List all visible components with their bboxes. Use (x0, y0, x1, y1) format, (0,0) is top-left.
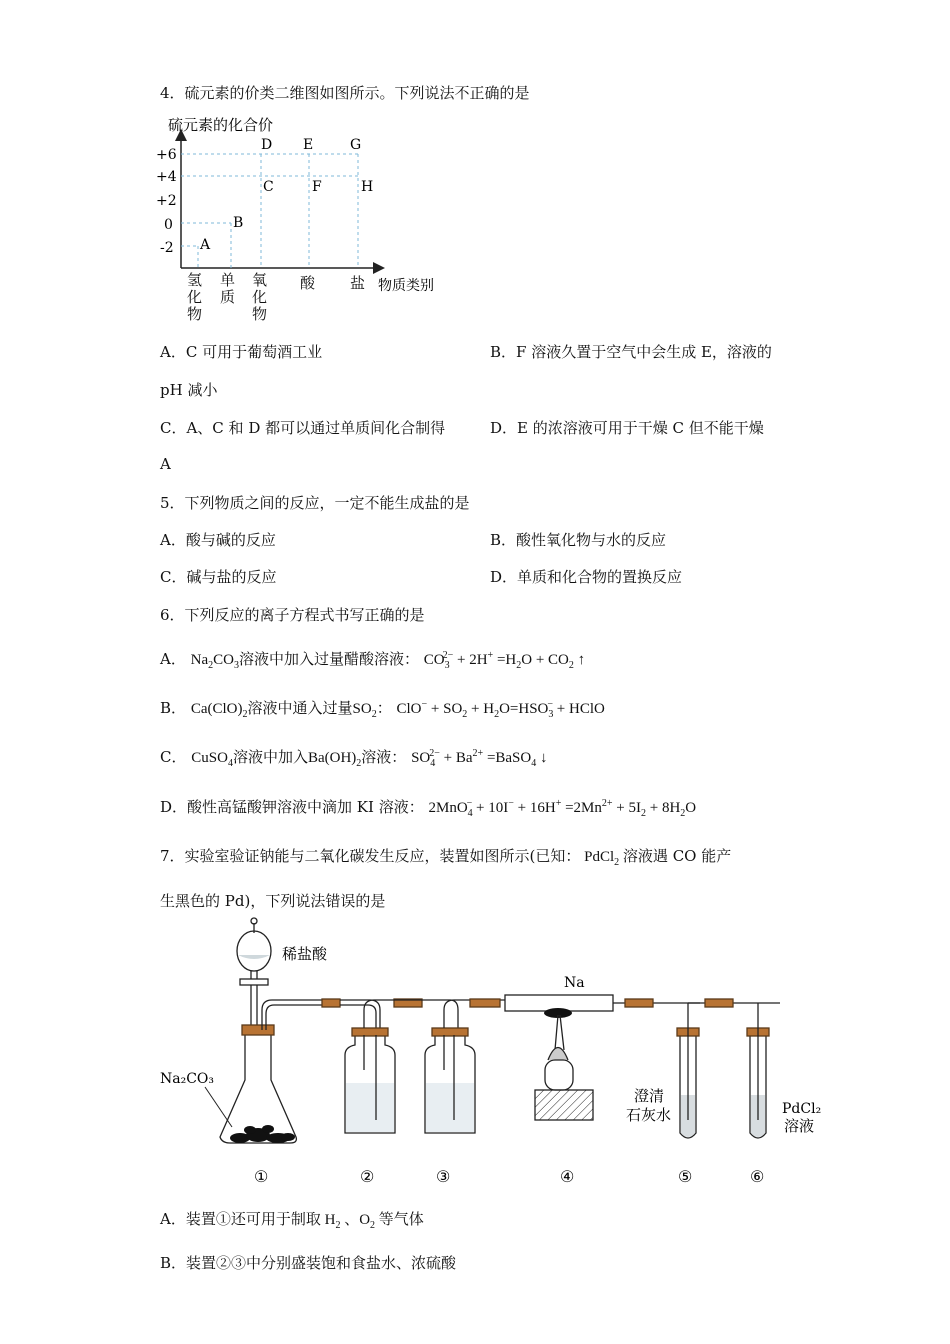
na2co3-solid (230, 1125, 295, 1143)
label-num-5: ⑤ (678, 1167, 693, 1186)
label-num-3: ③ (436, 1167, 451, 1186)
q4-option-c: C．A、C 和 D 都可以通过单质间化合制得 (160, 419, 446, 437)
q4-option-b: B．F 溶液久置于空气中会生成 E，溶液的 (490, 343, 772, 361)
q7-a-text: A．装置①还可用于制取 (160, 1210, 321, 1228)
q6-c-mid: 溶液中加入 (232, 748, 308, 766)
q4-option-b-cont: pH 减小 (160, 381, 218, 399)
connector-4 (625, 999, 653, 1007)
q6-stem: 6．下列反应的离子方程式书写正确的是 (160, 606, 425, 624)
combustion-tube (505, 995, 613, 1120)
label-pdcl2-solution: 溶液 (784, 1117, 815, 1135)
q4-option-a: A．C 可用于葡萄酒工业 (160, 343, 323, 361)
q7-stem-line2: 生黑色的 Pd)，下列说法错误的是 (160, 892, 386, 910)
q5-stem: 5．下列物质之间的反应，一定不能生成盐的是 (160, 494, 470, 512)
q6-c-mid2: 溶液： (361, 748, 407, 766)
q6-c-equation: $SO_4^{2-} + Ba^{2+}$ =BaSO$_4$ ↓ (411, 748, 548, 769)
point-H: H (361, 179, 374, 195)
label-acid: 稀盐酸 (282, 945, 328, 963)
label-num-6: ⑥ (750, 1167, 765, 1186)
q4-option-d: D．E 的浓溶液可用于干燥 C 但不能干燥 (490, 419, 764, 437)
wash-bottle-3 (425, 1028, 475, 1133)
xcat-hydride: 氢化物 (187, 271, 203, 323)
q7-option-b: B．装置②③中分别盛装饱和食盐水、浓硫酸 (160, 1254, 457, 1272)
xcat-element: 单质 (220, 271, 236, 306)
q7-stem-part2: 溶液遇 CO 能产 (622, 847, 732, 865)
q6-b-so2: $SO_2$： (352, 701, 392, 720)
q6-d-equation: $2MnO_4^- + 10I^- + 16H^+ =2Mn^{2+} + 5I_2 + 8H_2O$ (428, 798, 697, 819)
xcat-oxide: 氧化物 (252, 271, 268, 323)
q5-option-c: C．碱与盐的反应 (160, 568, 277, 586)
label-na: Na (564, 975, 585, 991)
label-num-2: ② (360, 1167, 375, 1186)
test-tube-5 (677, 1003, 699, 1138)
q6-option-b (160, 697, 605, 720)
chart-xlabel: 物质类别 (378, 278, 434, 294)
q7-a-gases: $H_2$ 、$O_2$ (320, 1212, 376, 1231)
q6-b-equation: $ClO^- + SO_2 + H_2O=HSO_3^-$ + HClO (396, 699, 605, 720)
point-E: E (303, 137, 314, 153)
ytick-m2: -2 (160, 240, 174, 256)
q6-b-formula: $Ca(ClO)_2$ (190, 701, 248, 720)
q7-pdcl2-formula: PdCl$_2$ (580, 849, 620, 868)
q4-stem: 4．硫元素的价类二维图如图所示。下列说法不正确的是 (160, 84, 530, 102)
point-B: B (233, 215, 244, 231)
ytick-p4: +4 (156, 169, 177, 185)
q6-option-d (160, 796, 696, 819)
q7-stem-line1 (160, 845, 731, 868)
chart-ylabel: 硫元素的化合价 (168, 116, 274, 134)
q6-a-equation: $CO_3^{2-} + 2H^+ =H_2O + CO_2$ ↑ (423, 650, 586, 671)
q6-c-baoh: $Ba(OH)_2$ (307, 750, 362, 769)
xcat-acid: 酸 (300, 274, 316, 292)
q6-c-prefix: C． (160, 748, 187, 766)
q4-option-d-cont: A (160, 455, 171, 473)
q6-b-prefix: B． (160, 699, 187, 717)
label-na2co3: Na₂CO₃ (160, 1071, 215, 1087)
q7-stem-part1: 7．实验室验证钠能与二氧化碳发生反应，装置如图所示(已知： (160, 847, 581, 865)
connector-3 (470, 999, 500, 1007)
ytick-p2: +2 (156, 193, 177, 209)
ytick-p6: +6 (156, 147, 177, 163)
q7-a-post: 等气体 (378, 1210, 424, 1228)
q5-option-b: B．酸性氧化物与水的反应 (490, 531, 667, 549)
q6-d-prefix: D．酸性高锰酸钾溶液中滴加 KI 溶液： (160, 798, 424, 816)
q6-a-formula: $Na_2CO_3$ (190, 652, 239, 671)
point-C: C (263, 179, 274, 195)
q5-option-a: A．酸与碱的反应 (160, 531, 276, 549)
ytick-0: 0 (164, 217, 173, 233)
q7-option-a (160, 1208, 424, 1231)
label-pdcl2: PdCl₂ (782, 1101, 822, 1117)
q5-option-d: D．单质和化合物的置换反应 (490, 568, 683, 586)
q6-c-formula: CuSO$_4$ (191, 750, 233, 769)
point-A: A (200, 237, 211, 253)
label-limewater-2: 石灰水 (626, 1106, 672, 1124)
point-G: G (350, 137, 362, 153)
label-limewater-1: 澄清 (634, 1087, 665, 1105)
q6-a-mid: 溶液中加入过量醋酸溶液： (238, 650, 419, 668)
q6-a-prefix: A． (160, 650, 186, 668)
wash-bottle-2 (345, 1028, 395, 1133)
point-D: D (261, 137, 273, 153)
conical-flask (220, 1000, 336, 1143)
point-F: F (312, 179, 322, 195)
q6-b-mid: 溶液中通入过量 (247, 699, 353, 717)
label-num-1: ① (254, 1167, 269, 1186)
label-num-4: ④ (560, 1167, 575, 1186)
q7-apparatus (150, 915, 822, 1190)
q6-option-a (160, 648, 585, 671)
connector-1 (322, 999, 340, 1007)
q6-option-c (160, 746, 547, 769)
xcat-salt: 盐 (350, 274, 366, 292)
test-tube-6 (747, 1003, 769, 1138)
connector-5 (705, 999, 733, 1007)
